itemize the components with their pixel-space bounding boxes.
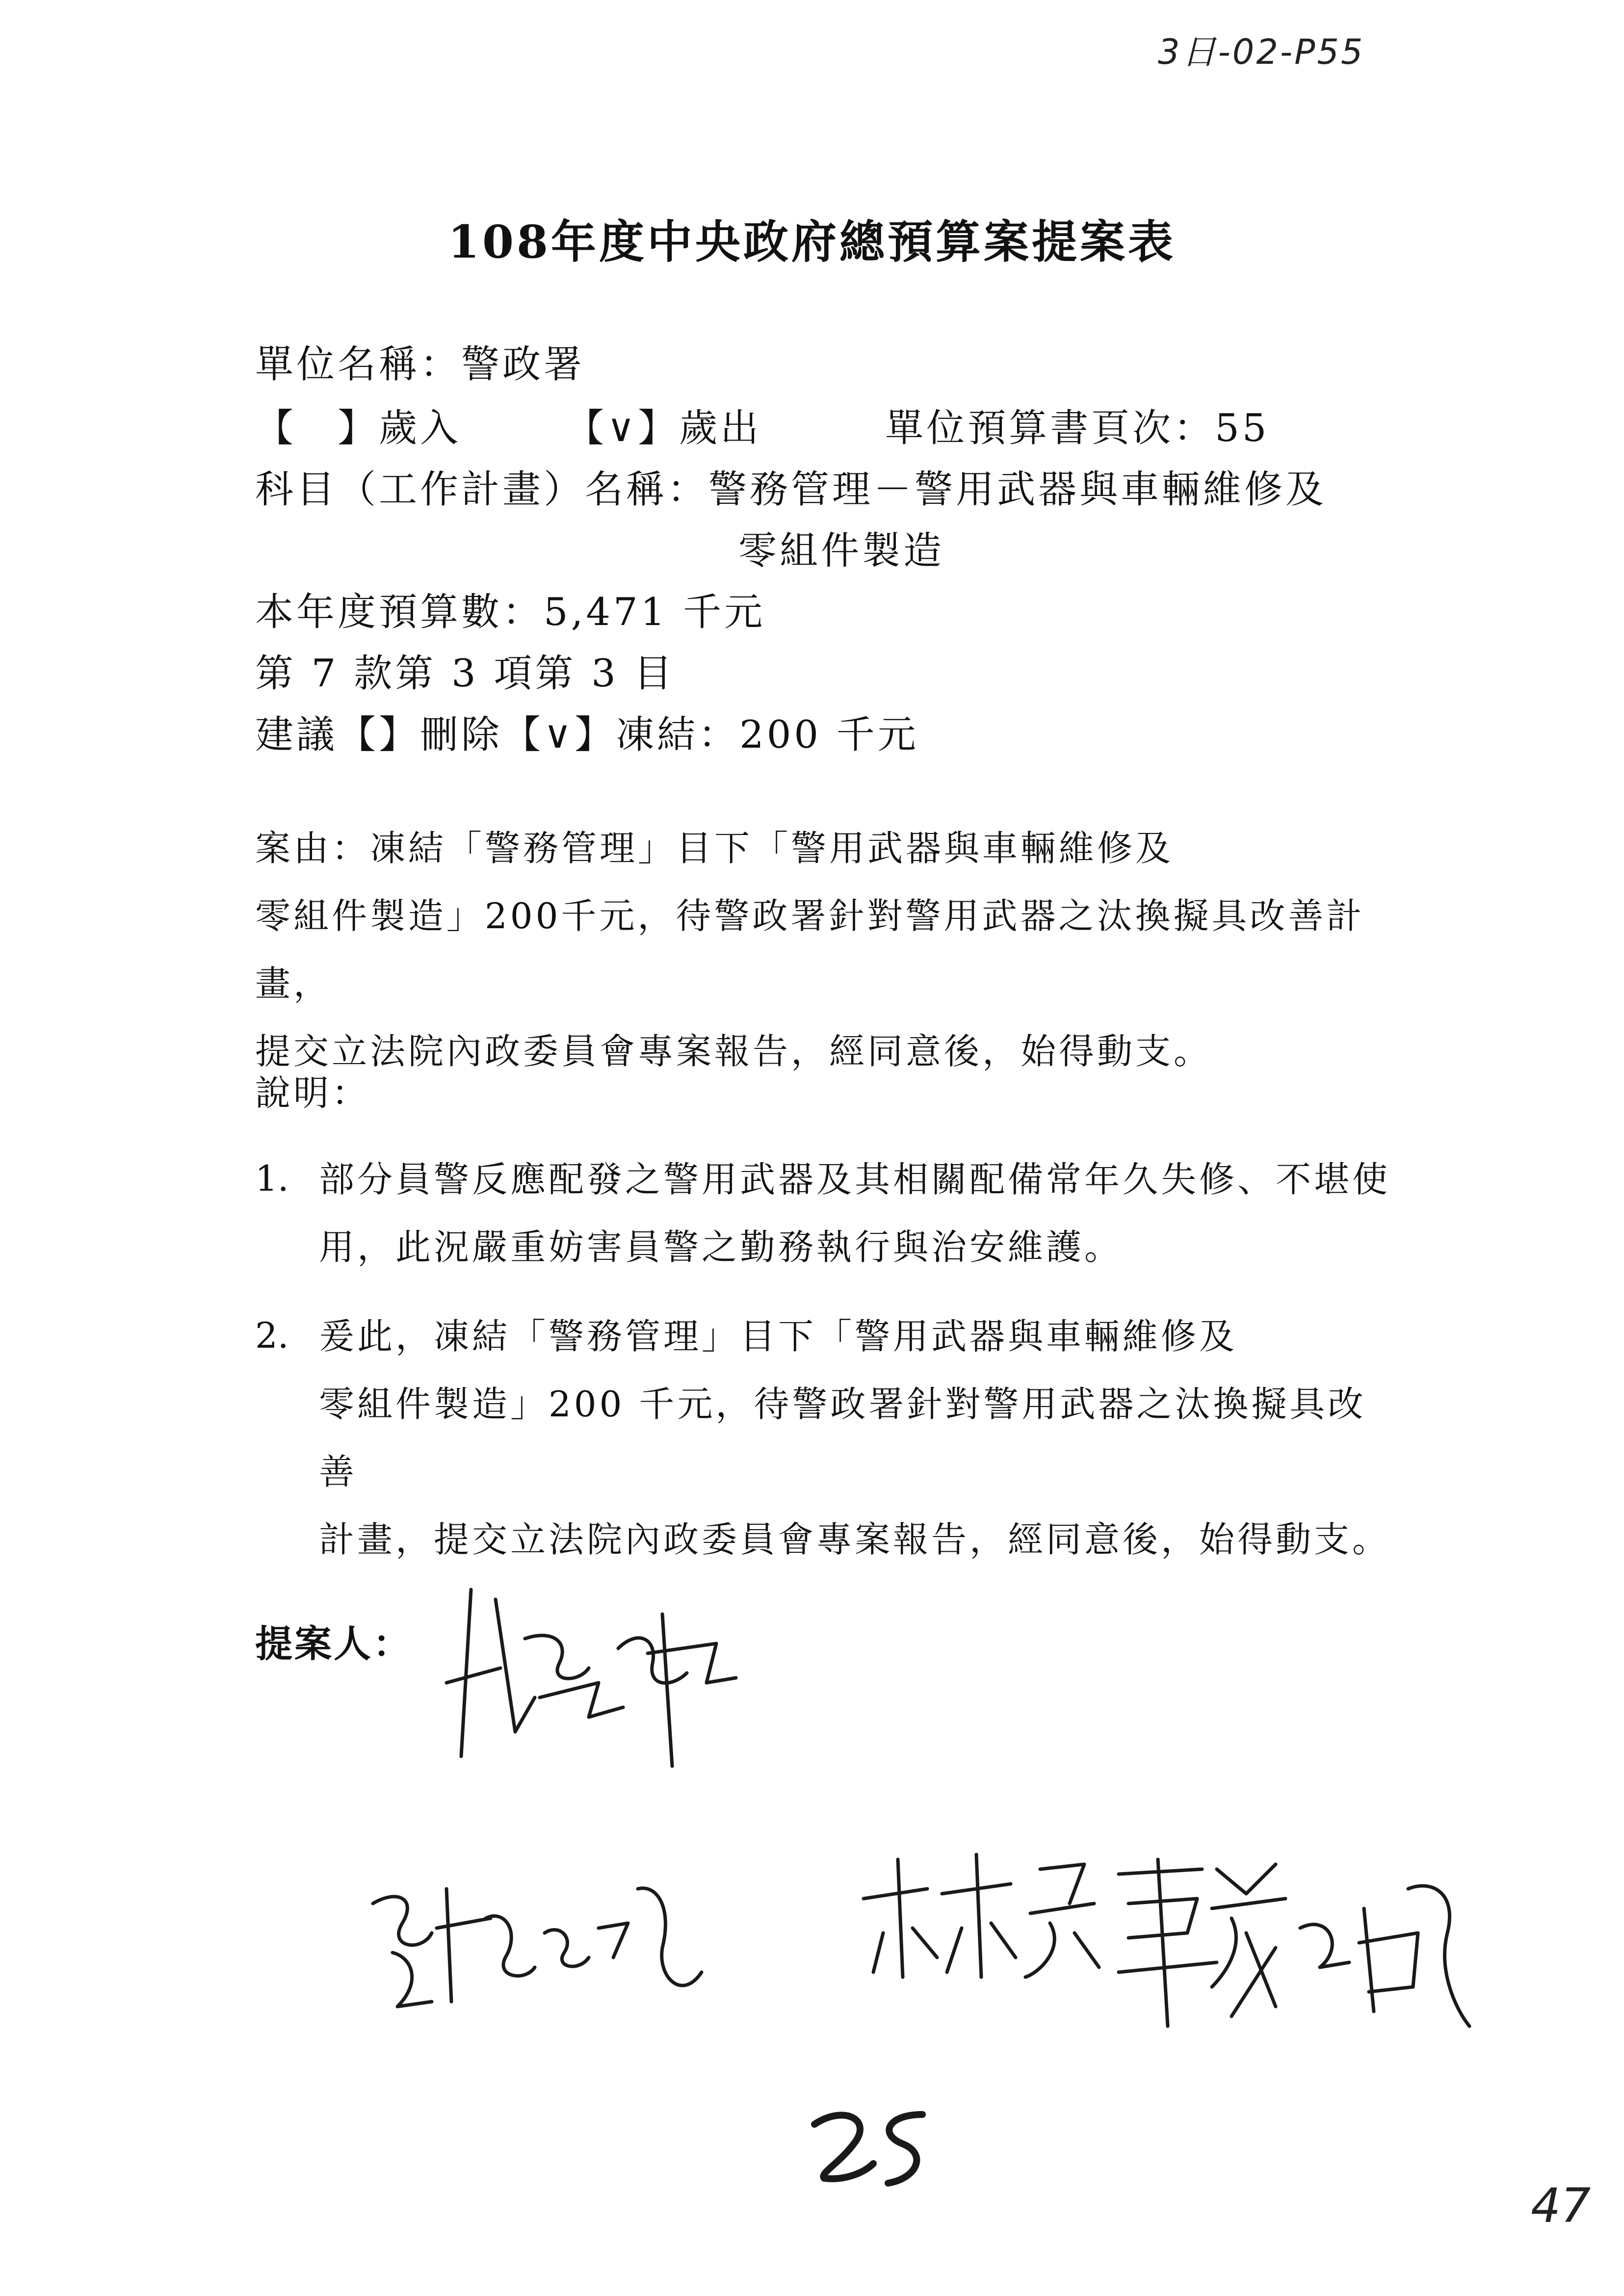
explanation-item [319, 1146, 1393, 1281]
item-line: 計畫，提交立法院內政委員會專案報告，經同意後，始得動支。 [319, 1519, 1391, 1560]
item-line: 爰此，凍結「警務管理」目下「警用武器與車輛維修及 [319, 1316, 1238, 1357]
signature-3 [854, 1830, 1227, 2036]
item-line: 用，此況嚴重妨害員警之勤務執行與治安維護。 [319, 1226, 1123, 1268]
item-line: 零組件製造」200 千元，待警政署針對警用武器之汰換擬具改善 [319, 1383, 1366, 1492]
reason-line: 零組件製造」200千元，待警政署針對警用武器之汰換擬具改善計畫， [255, 895, 1365, 1004]
page-title: 108年度中央政府總預算案提案表 [447, 215, 1177, 268]
budget-amount-line: 本年度預算數：5,471 千元 [255, 590, 766, 634]
item-line: 部分員警反應配發之警用武器及其相關配備常年久失修、不堪使 [319, 1159, 1391, 1200]
proposer-label: 提案人： [255, 1622, 412, 1666]
page-number: 47 [1531, 2178, 1591, 2233]
hand-mark-text [805, 2105, 830, 2127]
signature-4 [1202, 1850, 1477, 2036]
signature-1 [442, 1570, 746, 1776]
subject-line: 科目（工作計畫）名稱：警務管理－警用武器與車輛維修及 [255, 468, 1327, 512]
reason-line: 案由：凍結「警務管理」目下「警用武器與車輛維修及 [255, 828, 1174, 869]
explanation-item [319, 1303, 1393, 1573]
revenue-expense-line: 【 】歲入 【∨】歲出 單位預算書頁次：55 [255, 406, 1270, 450]
signature-2 [363, 1859, 716, 2036]
reason-paragraph [255, 814, 1393, 1085]
suggestion-line: 建議【】刪除【∨】凍結：200 千元 [255, 713, 919, 757]
reason-line: 提交立法院內政委員會專案報告，經同意後，始得動支。 [255, 1031, 1212, 1072]
explanation-heading: 說明： [255, 1072, 370, 1114]
header-note: 3日-02-P55 [1158, 32, 1365, 72]
unit-name-line: 單位名稱：警政署 [255, 342, 585, 387]
subject-line-continued: 零組件製造 [738, 529, 945, 573]
category-line: 第 7 款第 3 項第 3 目 [255, 652, 675, 696]
item-number: 1. [255, 1158, 289, 1199]
item-number: 2. [255, 1315, 289, 1356]
